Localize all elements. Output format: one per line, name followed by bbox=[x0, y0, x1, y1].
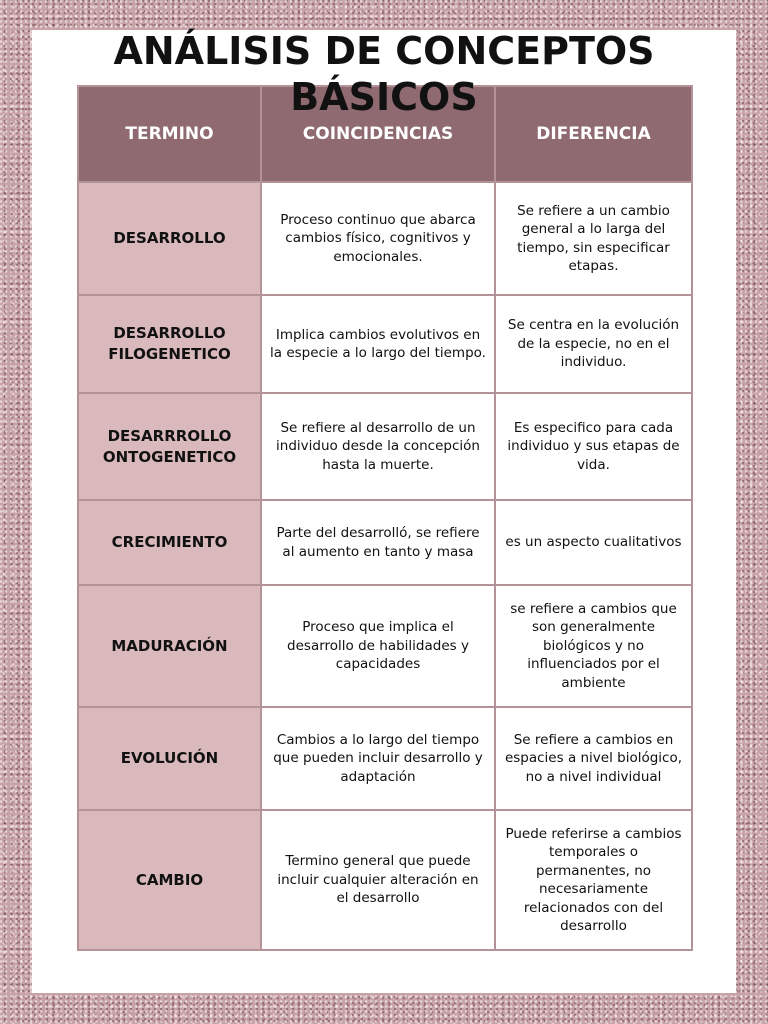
coincidencia-cell: Proceso que implica el desarrollo de habilidades y capacidades bbox=[261, 585, 495, 707]
term-cell: DESARROLLO FILOGENETICO bbox=[78, 295, 261, 393]
header-termino: TERMINO bbox=[78, 86, 261, 182]
term-cell: MADURACIÓN bbox=[78, 585, 261, 707]
term-cell: DESARROLLO bbox=[78, 182, 261, 295]
coincidencia-cell: Proceso continuo que abarca cambios físico, cognitivos y emocionales. bbox=[261, 182, 495, 295]
table-row bbox=[78, 585, 692, 707]
page-title bbox=[0, 28, 768, 120]
term-cell: CAMBIO bbox=[78, 810, 261, 950]
diferencia-cell: Puede referirse a cambios temporales o permanentes, no necesariamente relacionados con del desarrollo bbox=[495, 810, 692, 950]
title-line-1: ANÁLISIS DE CONCEPTOS bbox=[113, 29, 655, 73]
table-row bbox=[78, 295, 692, 393]
term-cell: DESARRROLLO ONTOGENETICO bbox=[78, 393, 261, 500]
table-row bbox=[78, 810, 692, 950]
coincidencia-cell: Termino general que puede incluir cualquier alteración en el desarrollo bbox=[261, 810, 495, 950]
coincidencia-cell: Parte del desarrolló, se refiere al aumento en tanto y masa bbox=[261, 500, 495, 585]
diferencia-cell: Se centra en la evolución de la especie, no en el individuo. bbox=[495, 295, 692, 393]
table-row bbox=[78, 182, 692, 295]
header-diferencia: DIFERENCIA bbox=[495, 86, 692, 182]
coincidencia-cell: Implica cambios evolutivos en la especie a lo largo del tiempo. bbox=[261, 295, 495, 393]
term-cell: CRECIMIENTO bbox=[78, 500, 261, 585]
coincidencia-cell: Se refiere al desarrollo de un individuo desde la concepción hasta la muerte. bbox=[261, 393, 495, 500]
diferencia-cell: se refiere a cambios que son generalmente biológicos y no influenciados por el ambiente bbox=[495, 585, 692, 707]
table-row bbox=[78, 500, 692, 585]
concepts-table bbox=[77, 85, 693, 951]
diferencia-cell: Es especifico para cada individuo y sus etapas de vida. bbox=[495, 393, 692, 500]
term-cell: EVOLUCIÓN bbox=[78, 707, 261, 810]
diferencia-cell: es un aspecto cualitativos bbox=[495, 500, 692, 585]
table-row bbox=[78, 393, 692, 500]
title-line-2: BÁSICOS bbox=[290, 75, 478, 119]
header-coincidencias: COINCIDENCIAS bbox=[261, 86, 495, 182]
table-row bbox=[78, 707, 692, 810]
diferencia-cell: Se refiere a un cambio general a lo larga del tiempo, sin especificar etapas. bbox=[495, 182, 692, 295]
coincidencia-cell: Cambios a lo largo del tiempo que pueden incluir desarrollo y adaptación bbox=[261, 707, 495, 810]
diferencia-cell: Se refiere a cambios en espacies a nivel biológico, no a nivel individual bbox=[495, 707, 692, 810]
